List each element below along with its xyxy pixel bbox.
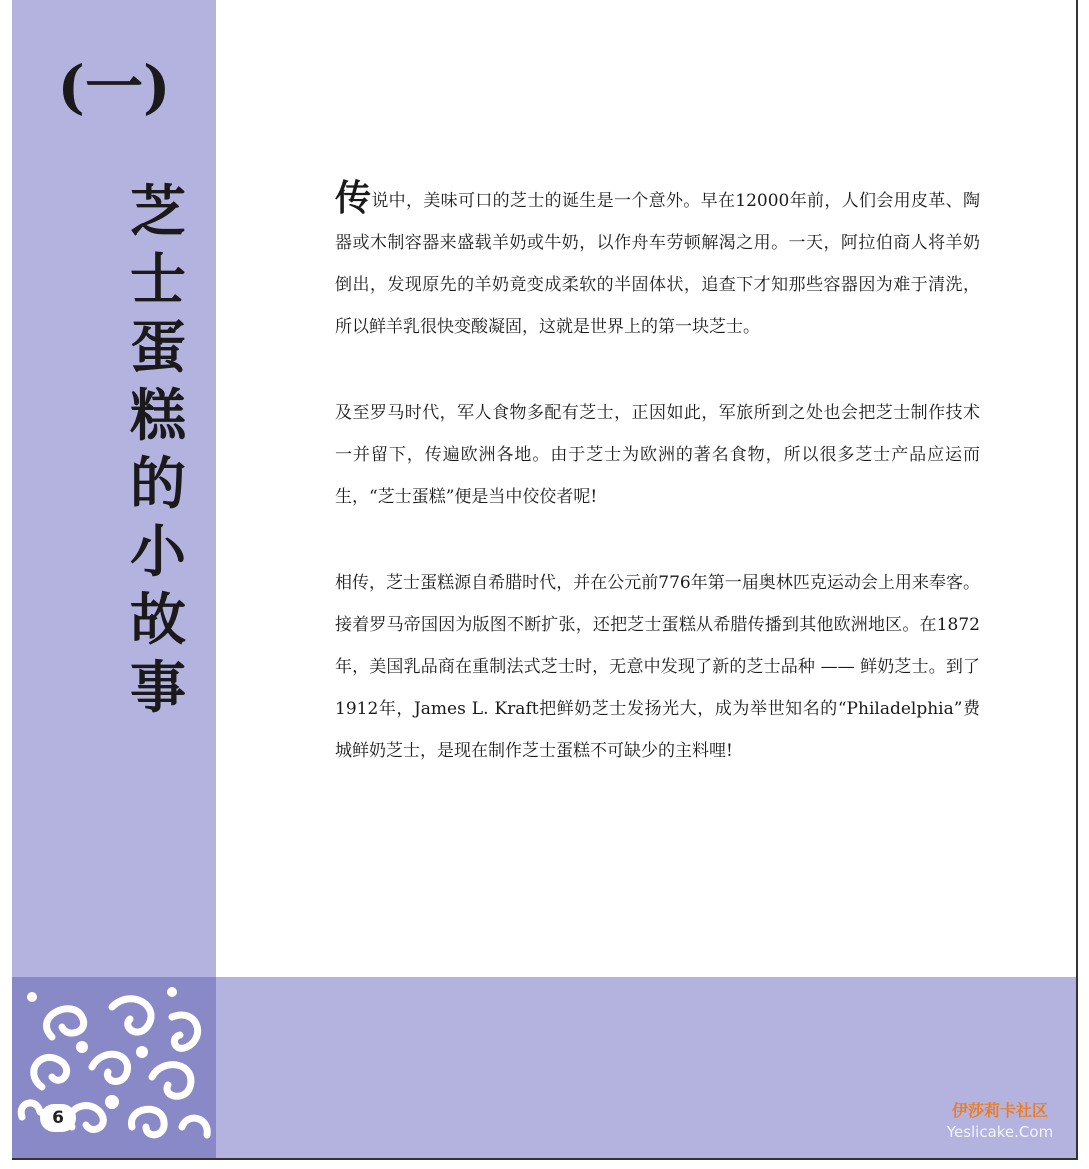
paragraph-1-text: 说中，美味可口的芝士的诞生是一个意外。早在12000年前，人们会用皮革、陶器或木制容器来盛载羊奶或牛奶，以作舟车劳顿解渴之用。一天，阿拉伯商人将羊奶倒出，发现原先的羊奶竟变成柔软的半固体状，追查下才知那些容器因为难于清洗，所以鲜羊乳很快变酸凝固，这就是世界上的第一块芝士。 xyxy=(335,191,980,337)
watermark-en: Yeslicake.Com xyxy=(946,1123,1054,1141)
paragraph-2: 及至罗马时代，军人食物多配有芝士，正因如此，军旅所到之处也会把芝士制作技术一并留下，传遍欧洲各地。由于芝士为欧洲的著名食物，所以很多芝士产品应运而生，“芝士蛋糕”便是当中佼佼者呢! xyxy=(335,403,980,507)
page-number: 6 xyxy=(40,1104,76,1132)
page-frame-bottom xyxy=(12,1158,1078,1160)
section-number: (一) xyxy=(57,53,171,121)
title-char: 糕 xyxy=(130,383,186,449)
drop-cap: 传 xyxy=(335,177,372,219)
title-char: 蛋 xyxy=(130,315,186,381)
paragraph-3: 相传，芝士蛋糕源自希腊时代，并在公元前776年第一届奥林匹克运动会上用来奉客。接着罗马帝国因为版图不断扩张，还把芝士蛋糕从希腊传播到其他欧洲地区。在1872年，美国乳品商在重制法式芝士时，无意中发现了新的芝士品种 —— 鲜奶芝士。到了1912年，James L. Kraft把鲜奶芝士发扬光大，成为举世知名的“Philadelphia”费城鲜奶芝士，是现在制作芝士蛋糕不可缺少的主料哩! xyxy=(335,573,980,761)
swirl-ornament-icon xyxy=(12,977,216,1158)
chapter-title xyxy=(122,178,194,722)
title-char: 故 xyxy=(130,587,186,653)
title-char: 芝 xyxy=(130,179,186,245)
title-char: 小 xyxy=(130,519,186,585)
title-char: 士 xyxy=(130,247,186,313)
site-watermark xyxy=(940,1100,1060,1142)
paragraph-1 xyxy=(335,177,980,348)
title-char: 事 xyxy=(130,655,186,721)
page-frame-right xyxy=(1076,0,1078,1158)
ornament-panel xyxy=(12,977,216,1158)
title-char: 的 xyxy=(130,451,186,517)
article-body xyxy=(335,177,980,816)
watermark-cn: 伊莎莉卡社区 xyxy=(951,1101,1048,1120)
